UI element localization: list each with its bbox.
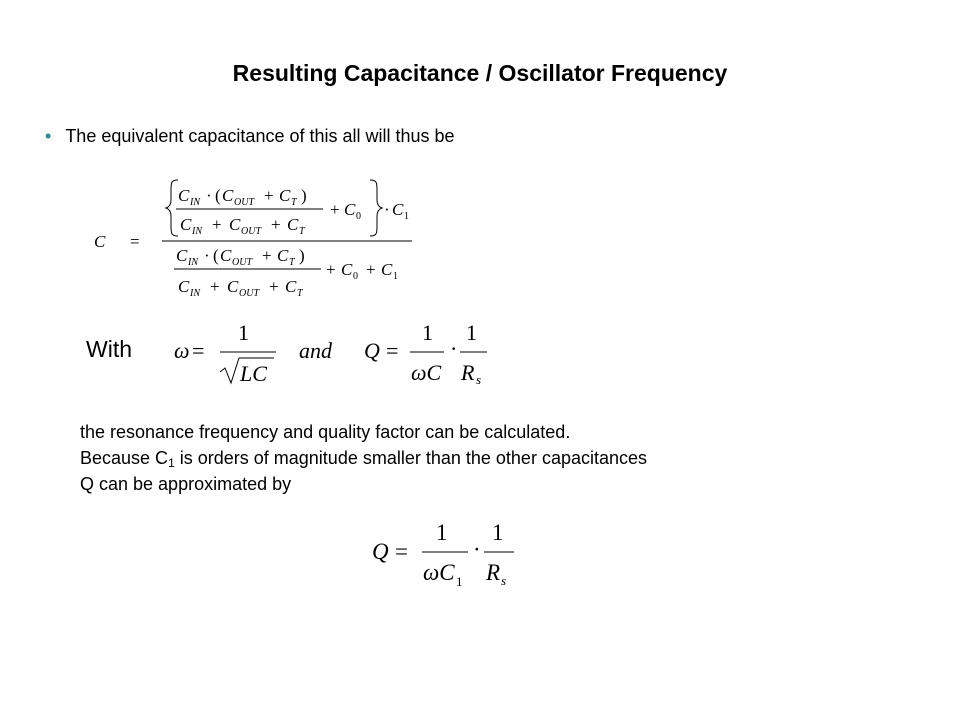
equation-q [299,320,487,387]
bullet-text: The equivalent capacitance of this all will thus be [65,126,455,146]
svg-text:C: C [176,246,188,265]
svg-text:1: 1 [466,320,477,345]
svg-text:+: + [212,215,222,234]
page-title: Resulting Capacitance / Oscillator Frequency [232,60,728,86]
svg-text:T: T [289,257,295,268]
svg-text:(: ( [213,246,219,265]
paragraph-line-2-post: is orders of magnitude smaller than the other capacitances [174,448,648,468]
svg-text:=: = [395,539,408,564]
svg-text:ωC: ωC [423,560,455,585]
svg-text:·: · [450,336,458,361]
svg-text:+: + [330,200,340,219]
svg-text:+: + [271,215,281,234]
svg-text:R: R [461,360,475,385]
svg-text:IN: IN [192,226,202,237]
svg-text:OUT: OUT [234,197,255,208]
svg-text:Q: Q [364,338,380,363]
svg-text:0: 0 [356,211,361,222]
svg-text:Q: Q [372,539,389,564]
paragraph-line-2-pre: Because C [80,448,169,468]
svg-text:+: + [264,186,274,205]
equation-q-approx [372,520,514,589]
svg-text:s: s [476,372,482,387]
svg-text:=: = [130,232,140,251]
svg-text:C: C [178,277,190,296]
svg-text:=: = [386,338,399,363]
equation-omega [174,320,276,386]
svg-text:C: C [287,215,299,234]
svg-text:): ) [299,246,305,265]
svg-text:C: C [344,200,356,219]
svg-text:IN: IN [190,288,200,299]
svg-text:·: · [473,537,481,562]
svg-text:=: = [192,338,205,363]
svg-text:C: C [285,277,297,296]
svg-text:+: + [326,260,336,279]
svg-text:R: R [486,560,501,585]
equation-c [94,180,412,299]
svg-text:OUT: OUT [241,226,262,237]
svg-text:C: C [392,200,404,219]
svg-text:C: C [227,277,239,296]
svg-text:C: C [229,215,241,234]
svg-text:C: C [220,246,232,265]
svg-text:+: + [262,246,272,265]
svg-text:T: T [297,288,303,299]
svg-text:C: C [94,232,106,251]
svg-text:C: C [178,186,190,205]
paragraph-line-2 [80,447,647,474]
svg-text:C: C [279,186,291,205]
svg-text:·: · [204,246,210,265]
svg-text:1: 1 [393,271,398,282]
svg-text:IN: IN [188,257,198,268]
svg-text:C: C [180,215,192,234]
svg-text:1: 1 [456,574,463,589]
svg-text:C: C [381,260,393,279]
svg-text:·: · [384,200,390,219]
svg-text:1: 1 [436,520,448,545]
svg-text:+: + [269,277,279,296]
svg-text:+: + [366,260,376,279]
svg-text:OUT: OUT [232,257,253,268]
svg-text:OUT: OUT [239,288,260,299]
svg-text:1: 1 [492,520,504,545]
with-label: With [86,336,132,362]
svg-text:1: 1 [422,320,433,345]
svg-text:): ) [301,186,307,205]
svg-text:C: C [341,260,353,279]
svg-text:ω: ω [174,338,190,363]
paragraph-line-2-sub: 1 [168,456,175,470]
svg-text:(: ( [215,186,221,205]
paragraph-line-3: Q can be approximated by [80,474,292,494]
svg-text:T: T [299,226,305,237]
svg-text:C: C [222,186,234,205]
paragraph-line-1: the resonance frequency and quality factor can be calculated. [80,422,571,442]
svg-text:·: · [206,186,212,205]
svg-text:1: 1 [238,320,249,345]
svg-text:s: s [501,573,507,588]
and-label: and [299,338,332,363]
svg-text:IN: IN [190,197,200,208]
svg-text:C: C [277,246,289,265]
svg-text:ωC: ωC [411,360,442,385]
svg-text:LC: LC [240,361,267,386]
svg-text:1: 1 [404,211,409,222]
svg-text:0: 0 [353,271,358,282]
svg-text:+: + [210,277,220,296]
svg-text:T: T [291,197,297,208]
bullet-dot-icon: • [45,126,52,146]
